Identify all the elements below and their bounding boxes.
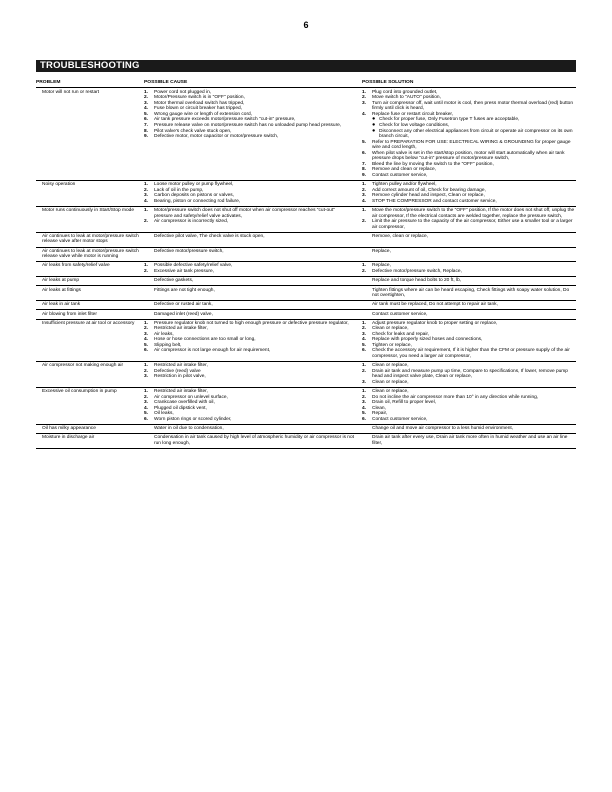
- item-text: Refer to PREPARATION FOR USE: ELECTRICAL WIRING & GROUNDING for proper gauge wire and cord length,: [372, 139, 571, 151]
- bullet-icon: ●: [372, 116, 376, 123]
- item-text: Restricted air intake filter,: [154, 363, 208, 369]
- item-text: Drain air tank after every use, Drain air tank more often in humid weather and use an air line filter,: [372, 435, 568, 446]
- item-number: [144, 426, 154, 432]
- cause-cell: [144, 426, 362, 432]
- item-number: 1.: [144, 89, 149, 95]
- cause-cell: [144, 288, 362, 299]
- item-text: Air tank pressure exceeds motor/pressure switch "cut-in" pressure,: [154, 117, 296, 123]
- bullet-icon: ●: [372, 127, 376, 134]
- item-number: 6.: [144, 117, 149, 123]
- item-text: Air compressor is not large enough for air requirement,: [154, 348, 271, 354]
- item-number: 4.: [362, 405, 367, 411]
- table-row: [36, 262, 576, 277]
- table-row: [36, 181, 576, 207]
- list-item: [144, 234, 354, 240]
- item-text: Crankcase overfilled with oil,: [154, 400, 215, 406]
- solution-cell: [362, 435, 576, 446]
- problem-cell: Air compressor not making enough air: [42, 363, 124, 369]
- item-text: Bleed the line by moving the switch to the "OFF" position,: [372, 161, 494, 167]
- item-number: 3.: [144, 374, 149, 380]
- item-number: [362, 288, 372, 299]
- item-text: Add correct amount of oil, Check for bearing damage,: [372, 187, 486, 193]
- sub-item-text: Check for low voltage conditions,: [379, 123, 450, 129]
- item-number: 1.: [144, 182, 149, 188]
- item-text: Restriction in pilot valve,: [154, 374, 206, 380]
- header-solution: POSSIBLE SOLUTION: [362, 80, 414, 85]
- item-number: [362, 426, 372, 432]
- item-text: Defective pilot valve, The check valve is stuck open,: [154, 233, 265, 239]
- item-text: Contact customer service,: [372, 172, 428, 178]
- list-item: [362, 426, 576, 432]
- item-text: Air leaks,: [154, 331, 174, 337]
- item-number: 5.: [362, 342, 367, 348]
- list-item: [362, 140, 576, 151]
- item-text: Water in oil due to condensation,: [154, 426, 224, 432]
- item-text: Pilot valve's check valve stuck open,: [154, 128, 232, 134]
- item-text: Plug cord into grounded outlet,: [372, 89, 438, 95]
- item-text: Loose motor pulley or pump flywheel,: [154, 182, 234, 188]
- table-row: [36, 388, 576, 425]
- list-item: [144, 219, 354, 225]
- cause-cell: [144, 208, 362, 230]
- solution-cell: [362, 321, 576, 360]
- item-text: Defective motor/pressure switch,: [154, 248, 224, 254]
- item-number: 1.: [362, 263, 367, 269]
- list-item: [144, 278, 354, 284]
- item-text: Wrong gauge wire or length of extension cord,: [154, 111, 253, 117]
- item-text: Replace,: [372, 248, 391, 254]
- item-text: Pressure release valve on motor/pressure switch has no unloaded pump head pressure,: [154, 123, 342, 129]
- item-number: 2.: [362, 394, 367, 400]
- item-number: 2.: [144, 368, 149, 374]
- item-number: 3.: [362, 193, 367, 199]
- item-number: 3.: [362, 331, 367, 337]
- solution-cell: [362, 278, 576, 284]
- item-number: 4.: [144, 198, 149, 204]
- list-item: [144, 208, 354, 219]
- item-text: Turn air compressor off, wait until motor is cool, then press motor thermal overload (red) button firmly until click is heard,: [372, 100, 574, 112]
- item-text: Move switch to "AUTO" position,: [372, 95, 441, 101]
- cause-cell: [144, 263, 362, 274]
- list-item: [362, 249, 576, 255]
- list-item: [144, 134, 354, 140]
- table-row: [36, 277, 576, 286]
- solution-cell: [362, 302, 576, 308]
- item-number: 8.: [144, 128, 149, 134]
- item-text: Carbon deposits on pistons or valves,: [154, 193, 234, 199]
- problem-cell: Excessive oil consumption in pump: [42, 389, 117, 395]
- item-number: 6.: [362, 348, 367, 354]
- item-text: Limit the air pressure to the capacity of the air compressor, Either use a smaller tool or a larger air compressor,: [372, 219, 573, 230]
- item-text: Plugged oil dipstick vent,: [154, 405, 207, 411]
- item-number: 2.: [144, 95, 149, 101]
- item-number: 1.: [362, 89, 367, 95]
- solution-cell: [362, 363, 576, 385]
- problem-cell: Air continues to leak at motor/pressure switch release valve while motor is running: [42, 248, 139, 260]
- item-number: 2.: [144, 394, 149, 400]
- item-text: Clean or replace,: [372, 379, 409, 385]
- item-text: Air tank must be replaced, Do not attempt to repair air tank,: [372, 302, 498, 308]
- solution-cell: [362, 288, 576, 299]
- list-item: [144, 417, 354, 423]
- item-text: Adjust pressure regulator knob to proper setting or replace,: [372, 320, 498, 326]
- item-number: 6.: [362, 150, 367, 156]
- item-number: 3.: [362, 100, 367, 106]
- problem-cell: Air continues to leak at motor/pressure switch release valve after motor stops: [42, 233, 139, 245]
- item-text: When pilot valve is set in the start/stop position, motor will start automatically when air tank pressure drops below "cut-in" pressure of motor/pressure switch,: [372, 150, 565, 162]
- list-item: [362, 302, 576, 308]
- item-text: Air compressor on unlevel surface,: [154, 394, 228, 400]
- cause-cell: [144, 302, 362, 308]
- problem-cell: Motor runs continuously in Start/Stop mode: [42, 208, 134, 214]
- item-number: 2.: [144, 269, 149, 275]
- item-number: 2.: [362, 326, 367, 332]
- table-row: [36, 425, 576, 434]
- item-number: 5.: [144, 411, 149, 417]
- problem-cell: Air leak in air tank: [42, 302, 81, 308]
- list-item: [144, 249, 354, 255]
- item-number: 1.: [144, 363, 149, 369]
- solution-cell: [362, 312, 576, 318]
- item-text: Oil leaks,: [154, 411, 174, 417]
- cause-cell: [144, 312, 362, 318]
- table-row: [36, 310, 576, 319]
- list-item: [144, 348, 354, 354]
- table-row: [36, 207, 576, 233]
- item-number: 1.: [144, 208, 149, 214]
- table-row: [36, 434, 576, 449]
- table-row: [36, 89, 576, 181]
- list-item: [362, 288, 576, 299]
- solution-cell: [362, 182, 576, 204]
- list-item: [144, 269, 354, 275]
- item-number: 1.: [362, 389, 367, 395]
- sub-item-text: Disconnect any other electrical appliances from circuit or operate air compressor on its own branch circuit,: [379, 128, 573, 140]
- solution-cell: [362, 426, 576, 432]
- item-text: Worn piston rings or scored cylinder,: [154, 416, 232, 422]
- item-number: [362, 302, 372, 308]
- table-row: [36, 248, 576, 263]
- item-text: Replace with properly sized hoses and connections,: [372, 337, 483, 343]
- item-number: 9.: [362, 172, 367, 178]
- item-number: [144, 435, 154, 446]
- list-item: [144, 302, 354, 308]
- list-item: [362, 417, 576, 423]
- item-text: Slipping belt,: [154, 342, 182, 348]
- problem-cell: Insufficient pressure at air tool or accessory: [42, 320, 135, 326]
- item-number: 2.: [362, 219, 367, 225]
- troubleshooting-table: [36, 80, 576, 449]
- solution-cell: [362, 234, 576, 245]
- list-item: [362, 199, 576, 205]
- item-text: Remove, clean or replace,: [372, 233, 428, 239]
- item-number: 1.: [362, 208, 367, 214]
- item-number: 2.: [144, 326, 149, 332]
- item-text: Restricted air intake filter,: [154, 326, 208, 332]
- problem-cell: Air leaks at pump: [42, 278, 80, 284]
- item-number: 2.: [144, 187, 149, 193]
- item-number: 9.: [144, 134, 149, 140]
- item-number: [362, 278, 372, 284]
- item-text: Tighten fittings where air can be heard escaping, Check fittings with soapy water solution, Do not overtighten,: [372, 287, 570, 299]
- list-item: [362, 269, 576, 275]
- item-number: 4.: [362, 111, 367, 117]
- item-number: 1.: [144, 389, 149, 395]
- list-item: [362, 380, 576, 386]
- header-cause: POSSIBLE CAUSE: [144, 80, 188, 85]
- item-text: Defective motor/pressure switch, Replace,: [372, 269, 462, 275]
- item-text: Clean or replace,: [372, 326, 409, 332]
- list-item: [362, 219, 576, 230]
- cause-cell: [144, 249, 362, 260]
- item-number: [144, 278, 154, 284]
- list-item: [362, 234, 576, 240]
- item-text: Motor thermal overload switch has tripped,: [154, 100, 245, 106]
- sub-item-text: Check for proper fuse, Only Fusetron type T fuses are acceptable,: [379, 117, 520, 123]
- item-text: Power cord not plugged in,: [154, 89, 212, 95]
- item-number: 1.: [144, 263, 149, 269]
- cause-cell: [144, 435, 362, 446]
- item-number: 5.: [362, 139, 367, 145]
- solution-cell: [362, 389, 576, 422]
- item-number: 3.: [362, 400, 367, 406]
- item-number: 6.: [144, 416, 149, 422]
- item-text: Contact customer service,: [372, 311, 428, 317]
- item-number: 7.: [362, 161, 367, 167]
- table-header: [36, 80, 576, 88]
- item-text: Contact customer service,: [372, 416, 428, 422]
- item-number: 3.: [144, 400, 149, 406]
- item-text: Tighten pulley and/or flywheel,: [372, 182, 437, 188]
- cause-cell: [144, 234, 362, 245]
- cause-cell: [144, 389, 362, 422]
- solution-cell: [362, 90, 576, 179]
- list-item: [144, 435, 354, 446]
- item-text: Defective motor, motor capacitor or motor/pressure switch,: [154, 134, 279, 140]
- cause-cell: [144, 182, 362, 204]
- item-text: Check the accessory air requirement, If it is higher than the CFM or pressure supply of the air compressor, you need a larger air compressor,: [372, 348, 570, 360]
- list-item: [144, 288, 354, 294]
- item-text: Defective gaskets,: [154, 278, 194, 284]
- item-number: [144, 249, 154, 255]
- item-text: Do not incline the air compressor more than 10° in any direction while running,: [372, 394, 539, 400]
- list-item: [144, 374, 354, 380]
- item-number: [144, 302, 154, 308]
- item-number: 4.: [144, 337, 149, 343]
- cause-cell: [144, 278, 362, 284]
- item-text: Move the motor/pressure switch to the "OFF" position, If the motor does not shut off, unplug the air compressor, If the electrical contacts are welded together, replace the pressure switch,: [372, 208, 575, 219]
- item-number: 5.: [144, 111, 149, 117]
- item-number: 4.: [144, 405, 149, 411]
- table-row: [36, 233, 576, 248]
- item-number: [362, 435, 372, 446]
- item-number: 1.: [144, 320, 149, 326]
- item-text: Defective or rusted air tank,: [154, 302, 213, 308]
- item-number: [144, 234, 154, 240]
- item-text: Pressure regulator knob not turned to high enough pressure or defective pressure regulator,: [154, 320, 349, 326]
- sub-item: [362, 129, 576, 140]
- header-problem: PROBLEM: [36, 80, 61, 85]
- item-number: 2.: [362, 187, 367, 193]
- item-text: Restricted air intake filter,: [154, 389, 208, 395]
- item-number: 2.: [144, 219, 149, 225]
- problem-cell: Moisture in discharge air: [42, 435, 95, 441]
- list-item: [362, 435, 576, 446]
- item-number: [362, 234, 372, 240]
- table-row: [36, 362, 576, 388]
- list-item: [144, 199, 354, 205]
- problem-cell: Air blowing from inlet filter: [42, 311, 97, 317]
- item-text: Hose or hose connections are too small or long,: [154, 337, 256, 343]
- solution-cell: [362, 249, 576, 260]
- item-text: Defective (reed) valve: [154, 368, 201, 374]
- item-number: 1.: [362, 320, 367, 326]
- item-number: 3.: [144, 331, 149, 337]
- item-text: Excessive air tank pressure,: [154, 269, 214, 275]
- list-item: [362, 208, 576, 219]
- item-number: [362, 312, 372, 318]
- item-text: Air compressor is incorrectly sized,: [154, 219, 229, 225]
- item-number: [144, 288, 154, 294]
- item-number: 3.: [144, 193, 149, 199]
- item-text: Remove and clean or replace,: [372, 167, 436, 173]
- solution-cell: [362, 263, 576, 274]
- list-item: [144, 312, 354, 318]
- cause-cell: [144, 363, 362, 385]
- list-item: [362, 348, 576, 359]
- item-text: Drain oil, Refill to proper level,: [372, 400, 436, 406]
- item-number: 4.: [144, 106, 149, 112]
- item-text: Check for leaks and repair,: [372, 331, 430, 337]
- item-text: STOP THE COMPRESSOR and contact customer service,: [372, 198, 497, 204]
- section-title: TROUBLESHOOTING: [36, 60, 576, 72]
- problem-cell: Oil has milky appearance: [42, 426, 96, 432]
- item-text: Fuse blown or circuit breaker has tripped,: [154, 106, 242, 112]
- table-row: [36, 320, 576, 363]
- page-number: 6: [303, 20, 309, 30]
- item-text: Bearing, piston or connecting rod failure,: [154, 198, 241, 204]
- item-text: Change oil and move air compressor to a less humid environment,: [372, 426, 514, 432]
- item-number: 4.: [362, 337, 367, 343]
- item-number: 3.: [144, 100, 149, 106]
- cause-cell: [144, 90, 362, 179]
- solution-cell: [362, 208, 576, 230]
- item-text: Remove cylinder head and inspect, Clean or replace,: [372, 193, 485, 199]
- list-item: [144, 426, 354, 432]
- item-number: 5.: [362, 411, 367, 417]
- item-number: 4.: [362, 198, 367, 204]
- item-number: 2.: [362, 368, 367, 374]
- table-body: [36, 89, 576, 449]
- item-text: Condensation in air tank caused by high level of atmospheric humidity or air compressor is not run long enough,: [154, 435, 354, 446]
- list-item: [362, 278, 576, 284]
- item-number: 8.: [362, 167, 367, 173]
- cause-cell: [144, 321, 362, 360]
- item-number: 2.: [362, 269, 367, 275]
- item-number: 2.: [362, 95, 367, 101]
- item-number: 7.: [144, 123, 149, 129]
- item-number: 6.: [144, 348, 149, 354]
- item-text: Clean,: [372, 405, 386, 411]
- item-number: 5.: [144, 342, 149, 348]
- list-item: [362, 173, 576, 179]
- item-text: Motor/Pressure switch is in "OFF" position,: [154, 95, 245, 101]
- item-text: Clean or replace,: [372, 363, 409, 369]
- item-number: 1.: [362, 363, 367, 369]
- item-text: Replace,: [372, 263, 391, 269]
- list-item: [362, 151, 576, 162]
- bullet-icon: ●: [372, 122, 376, 129]
- item-text: Replace and torque head bolts to 20 ft, lb,: [372, 278, 462, 284]
- item-text: Fittings are not tight enough,: [154, 287, 215, 293]
- item-number: 3.: [362, 379, 367, 385]
- item-number: 6.: [362, 416, 367, 422]
- table-row: [36, 286, 576, 301]
- problem-cell: Air leaks from safety/relief valve: [42, 263, 110, 269]
- item-text: Tighten or replace,: [372, 342, 412, 348]
- list-item: [362, 312, 576, 318]
- item-text: Damaged inlet (reed) valve,: [154, 311, 213, 317]
- list-item: [362, 101, 576, 112]
- item-number: [144, 312, 154, 318]
- item-text: Repair,: [372, 411, 388, 417]
- list-item: [362, 369, 576, 380]
- item-text: Motor/pressure switch does not shut off motor when air compressor reaches "cut-out" pressure and safety/relief valve activates,: [154, 208, 335, 219]
- problem-cell: Noisy operation: [42, 182, 76, 188]
- item-text: Possible defective safety/relief valve,: [154, 263, 233, 269]
- problem-cell: Air leaks at fittings: [42, 287, 81, 293]
- problem-cell: Motor will not run or restart: [42, 89, 100, 95]
- item-text: Lack of oil in the pump,: [154, 187, 204, 193]
- item-number: [362, 249, 372, 255]
- table-row: [36, 301, 576, 310]
- item-number: 1.: [362, 182, 367, 188]
- item-text: Drain air tank and measure pump up time, Compare to specifications, If lower, remove pump head and inspect valve plate, Clean or replace,: [372, 368, 568, 380]
- item-text: Clean or replace,: [372, 389, 409, 395]
- item-text: Replace fuse or restart circuit breaker,: [372, 111, 454, 117]
